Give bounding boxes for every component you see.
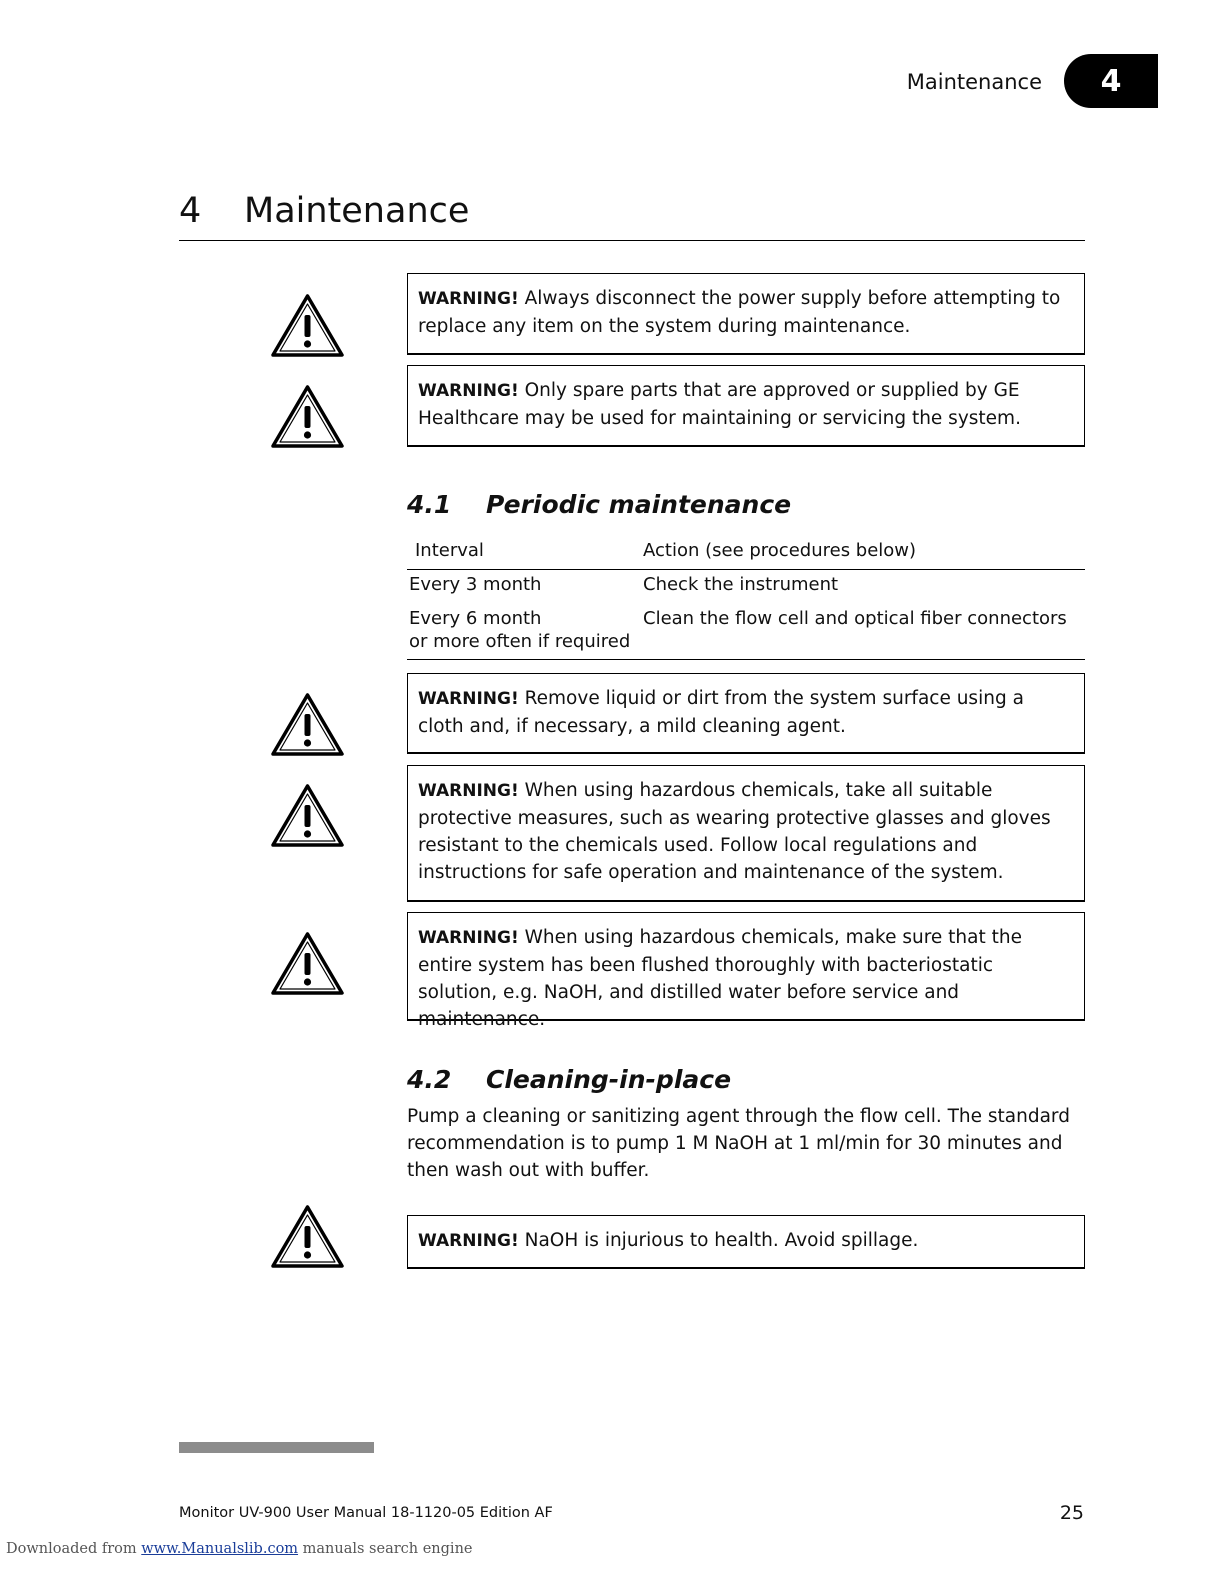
section-body: Pump a cleaning or sanitizing agent through the flow cell. The standard recommendation is to pump 1 M NaOH at 1 ml/min for 30 minutes and then wash out with buffer. (407, 1106, 1070, 1181)
chapter-rule (179, 240, 1085, 241)
section-number: 4.1 (407, 490, 452, 519)
footer-manual-title: Monitor UV-900 User Manual 18-1120-05 Edition AF (179, 1505, 553, 1521)
download-suffix: manuals search engine (302, 1541, 473, 1557)
warning-triangle-icon (270, 692, 345, 758)
table-cell-interval-note: or more often if required (409, 631, 631, 652)
chapter-tab: 4 (1064, 54, 1158, 108)
warning-label: WARNING! (418, 381, 519, 401)
section-title: Cleaning-in-place (486, 1065, 732, 1094)
warning-triangle-icon (270, 783, 345, 849)
running-header-title: Maintenance (906, 70, 1042, 94)
download-prefix: Downloaded from (6, 1541, 137, 1557)
warning-text: Remove liquid or dirt from the system surface using a cloth and, if necessary, a mild cleaning agent. (418, 688, 1024, 737)
warning-box (407, 765, 1085, 902)
footer-bar (179, 1442, 374, 1453)
table-header-rule (407, 569, 1085, 570)
warning-box (407, 673, 1085, 754)
warning-triangle-icon (270, 931, 345, 997)
table-header-interval: Interval (415, 540, 484, 561)
table-cell-interval: Every 3 month (409, 574, 542, 595)
warning-box (407, 912, 1085, 1030)
table-cell-interval: Every 6 month (409, 608, 542, 629)
warning-text: Only spare parts that are approved or supplied by GE Healthcare may be used for maintaining or servicing the system. (418, 380, 1021, 429)
warning-triangle-icon (270, 1204, 345, 1270)
warning-triangle-icon (270, 384, 345, 450)
warning-box (407, 365, 1085, 447)
table-cell-action: Check the instrument (643, 574, 839, 595)
warning-triangle-icon (270, 293, 345, 359)
section-title: Periodic maintenance (486, 490, 792, 519)
chapter-number: 4 (179, 191, 202, 231)
warning-label: WARNING! (418, 689, 519, 709)
section-number: 4.2 (407, 1065, 452, 1094)
warning-text: When using hazardous chemicals, make sure that the entire system has been flushed thoroughly with bacteriostatic solution, e.g. NaOH, and distilled water before service and maintenance. (418, 927, 1022, 1030)
page-number: 25 (1059, 1502, 1084, 1524)
warning-label: WARNING! (418, 781, 519, 801)
warning-label: WARNING! (418, 289, 519, 309)
manualslib-link[interactable]: www.Manualslib.com (141, 1541, 299, 1557)
warning-text: When using hazardous chemicals, take all suitable protective measures, such as wearing protective glasses and gloves resistant to the chemicals used. Follow local regulations and instructions for safe operation and maintenance of the system. (418, 780, 1051, 883)
table-cell-action: Clean the flow cell and optical fiber connectors (643, 608, 1067, 629)
warning-label: WARNING! (418, 928, 519, 948)
table-header-action: Action (see procedures below) (643, 540, 917, 561)
warning-box (407, 273, 1085, 355)
table-bottom-rule (407, 659, 1085, 660)
warning-label: WARNING! (418, 1231, 519, 1251)
chapter-title: Maintenance (244, 191, 470, 231)
warning-text: Always disconnect the power supply before attempting to replace any item on the system during maintenance. (418, 288, 1061, 337)
warning-box (407, 1215, 1085, 1269)
download-notice (6, 1541, 473, 1557)
warning-text: NaOH is injurious to health. Avoid spillage. (524, 1230, 919, 1251)
